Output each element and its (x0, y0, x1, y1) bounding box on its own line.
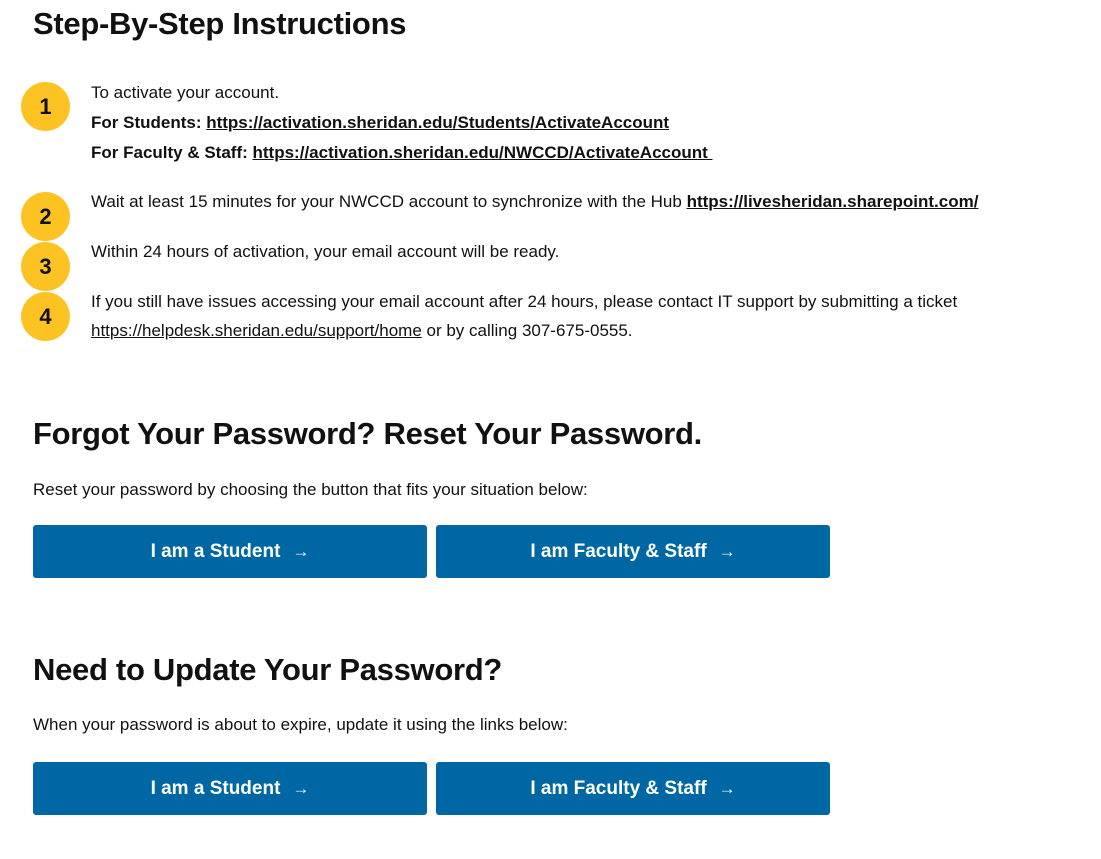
arrow-right-icon: → (292, 541, 310, 561)
step-by-step-title: Step-By-Step Instructions (33, 6, 407, 41)
reset-password-title: Forgot Your Password? Reset Your Password. (33, 416, 702, 451)
reset-password-description: Reset your password by choosing the button that fits your situation below: (33, 480, 588, 499)
reset-student-button[interactable] (33, 525, 427, 578)
update-faculty-button-label: I am Faculty & Staff (530, 777, 707, 799)
arrow-right-icon: → (718, 778, 736, 798)
step-3-text: Within 24 hours of activation, your email account will be ready. (91, 242, 560, 261)
step-3-badge (21, 242, 70, 291)
reset-faculty-button[interactable] (436, 525, 830, 578)
step-4-text-after: or by calling 307-675-0555. (421, 321, 633, 340)
faculty-label: For Faculty & Staff: (91, 143, 253, 162)
students-activation-link[interactable]: https://activation.sheridan.edu/Students/ActivateAccount (206, 113, 670, 132)
update-student-button[interactable] (33, 762, 427, 815)
update-faculty-button[interactable] (436, 762, 830, 815)
step-2-text: Wait at least 15 minutes for your NWCCD account to synchronize with the Hub (91, 192, 687, 211)
update-password-title: Need to Update Your Password? (33, 652, 503, 687)
reset-faculty-button-label: I am Faculty & Staff (530, 540, 707, 562)
step-4-text: If you still have issues accessing your email account after 24 hours, please contact IT support by submitting a ticket (91, 292, 958, 311)
step-1-students-line (91, 108, 669, 138)
step-2-badge (21, 192, 70, 241)
update-password-description: When your password is about to expire, update it using the links below: (33, 715, 568, 734)
step-2-number: 2 (39, 203, 52, 229)
step-2-text-line (91, 187, 978, 217)
step-4-number: 4 (39, 303, 52, 329)
step-4-link-line (91, 316, 633, 346)
helpdesk-link[interactable]: https://helpdesk.sheridan.edu/support/home (91, 321, 422, 340)
step-1-number: 1 (39, 93, 52, 119)
arrow-right-icon: → (292, 778, 310, 798)
step-4-badge (21, 292, 70, 341)
faculty-activation-link[interactable]: https://activation.sheridan.edu/NWCCD/ActivateAccount (252, 143, 713, 162)
students-label: For Students: (91, 113, 207, 132)
step-1-faculty-line (91, 138, 713, 168)
step-3-number: 3 (39, 253, 52, 279)
reset-student-button-label: I am a Student (150, 540, 281, 562)
update-student-button-label: I am a Student (150, 777, 281, 799)
hub-link[interactable]: https://livesheridan.sharepoint.com/ (686, 192, 979, 211)
arrow-right-icon: → (718, 541, 736, 561)
step-1-text: To activate your account. (91, 83, 280, 102)
step-1-badge (21, 82, 70, 131)
